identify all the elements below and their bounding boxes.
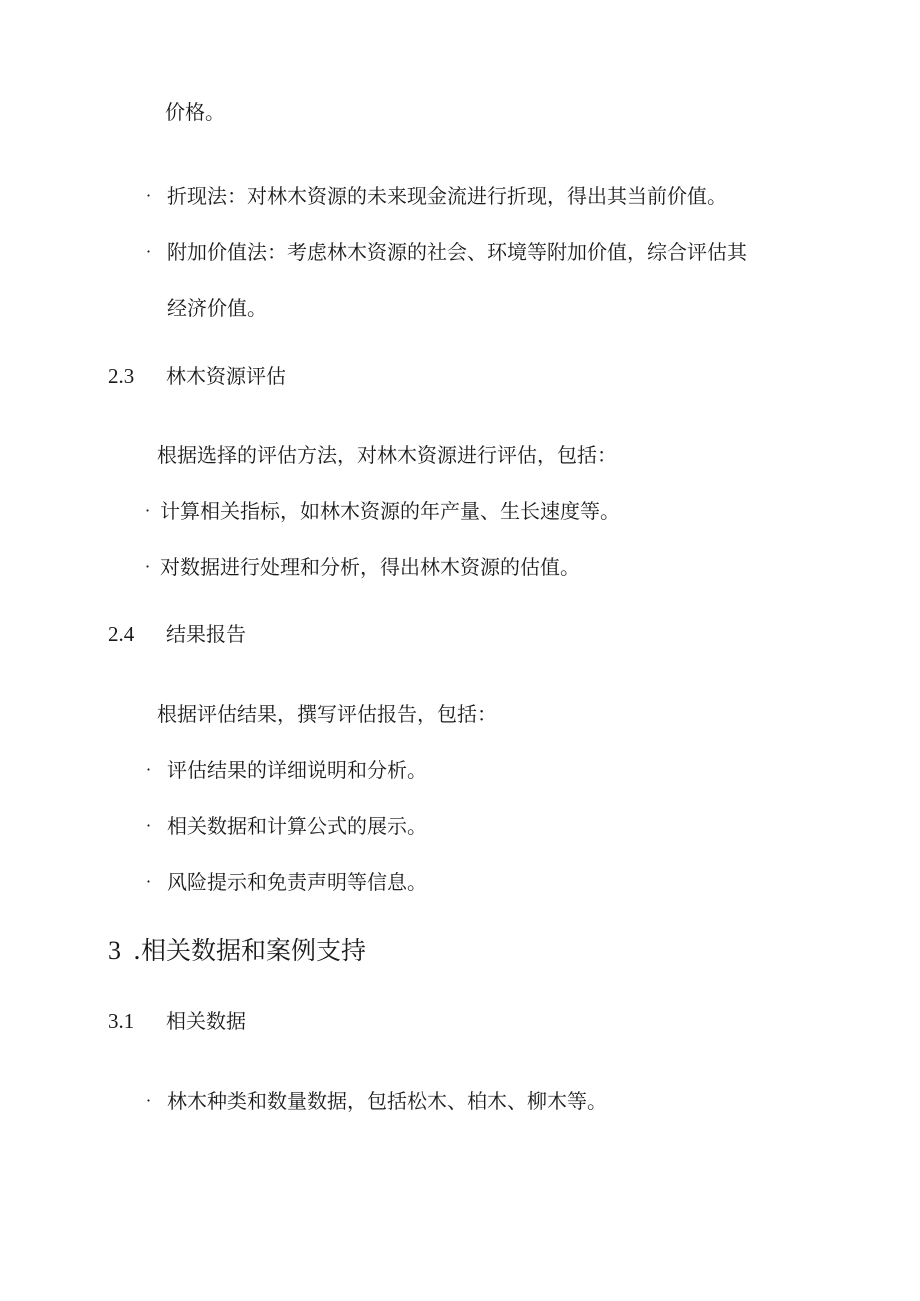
bullet-marker: · [146, 872, 152, 891]
bullet-marker: · [146, 186, 152, 205]
chapter-number: 3 [108, 936, 121, 965]
bullet-marker: · [146, 760, 152, 779]
paragraph-continuation: 价格。 [165, 100, 225, 124]
list-item: 对数据进行处理和分析，得出林木资源的估值。 [160, 555, 580, 579]
list-item: 林木种类和数量数据，包括松木、柏木、柳木等。 [167, 1089, 607, 1113]
bullet-marker: · [146, 1091, 152, 1110]
bullet-marker: · [145, 501, 151, 520]
section-intro: 根据选择的评估方法，对林木资源进行评估，包括： [157, 443, 617, 467]
section-number: 2.3 [108, 364, 135, 388]
bullet-marker: · [146, 242, 152, 261]
chapter-title: .相关数据和案例支持 [133, 936, 366, 965]
list-item: 相关数据和计算公式的展示。 [167, 814, 427, 838]
list-item-discount-method: 折现法：对林木资源的未来现金流进行折现，得出其当前价值。 [167, 184, 727, 208]
list-item-added-value-method-cont: 经济价值。 [167, 296, 267, 320]
section-number: 2.4 [108, 622, 135, 646]
list-item: 评估结果的详细说明和分析。 [167, 758, 427, 782]
list-item: 风险提示和免责声明等信息。 [167, 870, 427, 894]
section-number: 3.1 [108, 1009, 135, 1033]
section-title-result-report: 结果报告 [166, 622, 246, 646]
section-title-related-data: 相关数据 [166, 1009, 246, 1033]
bullet-marker: · [145, 557, 151, 576]
section-title-forest-evaluation: 林木资源评估 [166, 364, 286, 388]
bullet-marker: · [146, 816, 152, 835]
list-item-added-value-method: 附加价值法：考虑林木资源的社会、环境等附加价值，综合评估其 [167, 240, 747, 264]
list-item: 计算相关指标，如林木资源的年产量、生长速度等。 [160, 499, 620, 523]
section-intro: 根据评估结果，撰写评估报告，包括： [157, 702, 497, 726]
